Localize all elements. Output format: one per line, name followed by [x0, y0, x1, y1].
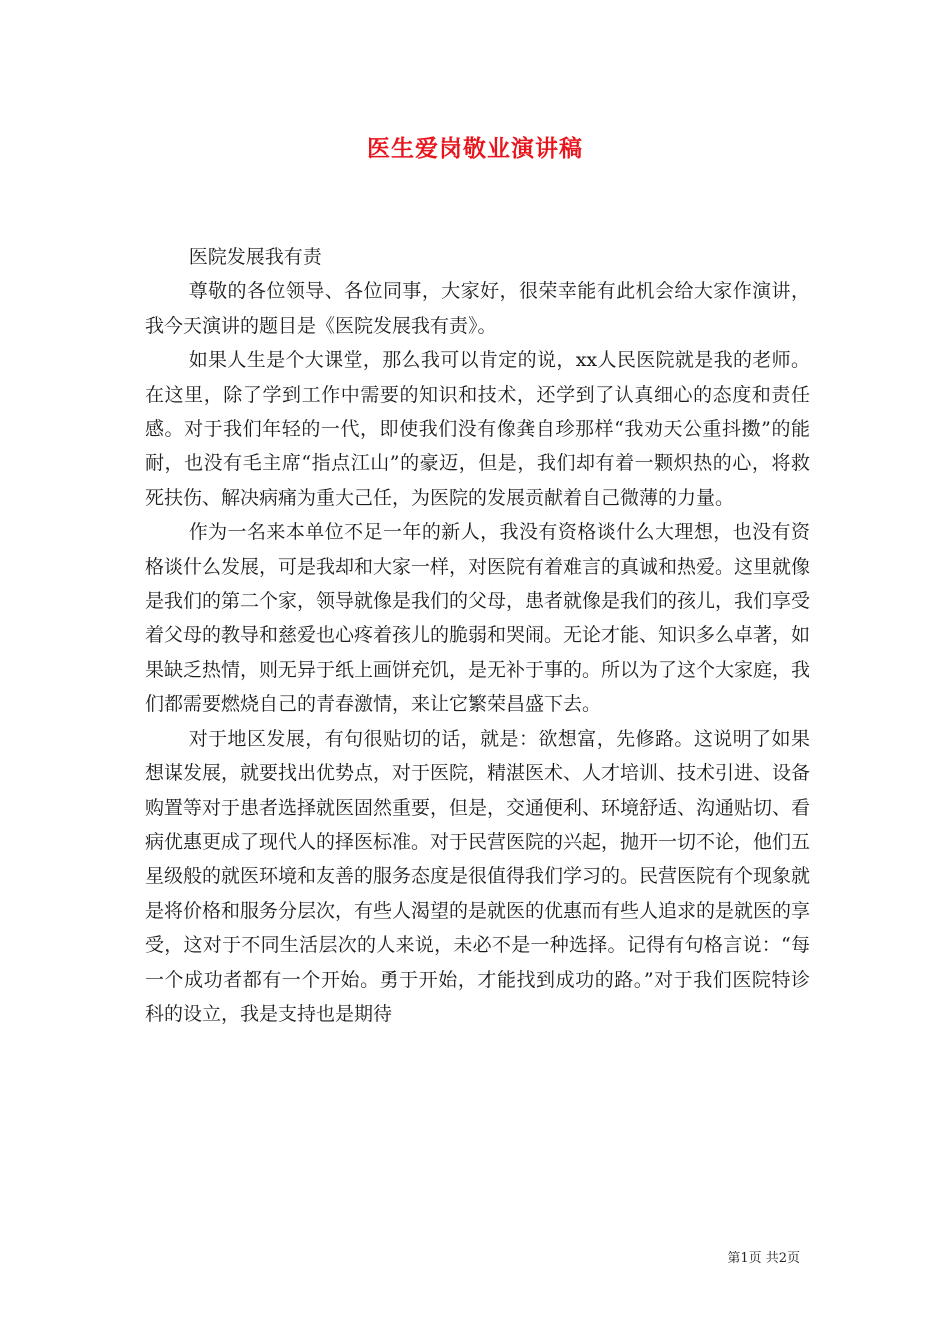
document-body [145, 240, 810, 1031]
document-title: 医生爱岗敬业演讲稿 [367, 135, 583, 162]
paragraph-greeting: 尊敬的各位领导、各位同事，大家好，很荣幸能有此机会给大家作演讲，我今天演讲的题目是《医院发展我有责》。 [145, 280, 810, 337]
speech-subtitle: 医院发展我有责 [188, 246, 322, 268]
paragraph-new-staff: 作为一名来本单位不足一年的新人，我没有资格谈什么大理想，也没有资格谈什么发展，可是我却和大家一样，对医院有着难言的真诚和热爱。这里就像是我们的第二个家，领导就像是我们的父母，患者就像是我们的孩儿，我们享受着父母的教导和慈爱也心疼着孩儿的脆弱和哭闹。无论才能、知识多么卓著，如果缺乏热情，则无异于纸上画饼充饥，是无补于事的。所以为了这个大家庭，我们都需要燃烧自己的青春激情，来让它繁荣昌盛下去。 [145, 521, 811, 716]
page-number: 第1页 共2页 [727, 1251, 800, 1266]
paragraph-hospital-teacher: 如果人生是个大课堂，那么我可以肯定的说，xx人民医院就是我的老师。在这里，除了学到工作中需要的知识和技术，还学到了认真细心的态度和责任感。对于我们年轻的一代，即使我们没有像龚自珍那样“我劝天公重抖擞”的能耐，也没有毛主席“指点江山”的豪迈，但是，我们却有着一颗炽热的心，将救死扶伤、解决病痛为重大己任，为医院的发展贡献着自己微薄的力量。 [145, 349, 810, 509]
paragraph-development: 对于地区发展，有句很贴切的话，就是：欲想富，先修路。这说明了如果想谋发展，就要找出优势点，对于医院，精湛医术、人才培训、技术引进、设备购置等对于患者选择就医固然重要，但是，交通便利、环境舒适、沟通贴切、看病优惠更成了现代人的择医标准。对于民营医院的兴起，抛开一切不论，他们五星级般的就医环境和友善的服务态度是很值得我们学习的。民营医院有个现象就是将价格和服务分层次，有些人渴望的是就医的优惠而有些人追求的是就医的享受，这对于不同生活层次的人来说，未必不是一种选择。记得有句格言说：“每一个成功者都有一个开始。勇于开始，才能找到成功的路。”对于我们医院特诊科的设立，我是支持也是期待 [145, 727, 811, 1025]
